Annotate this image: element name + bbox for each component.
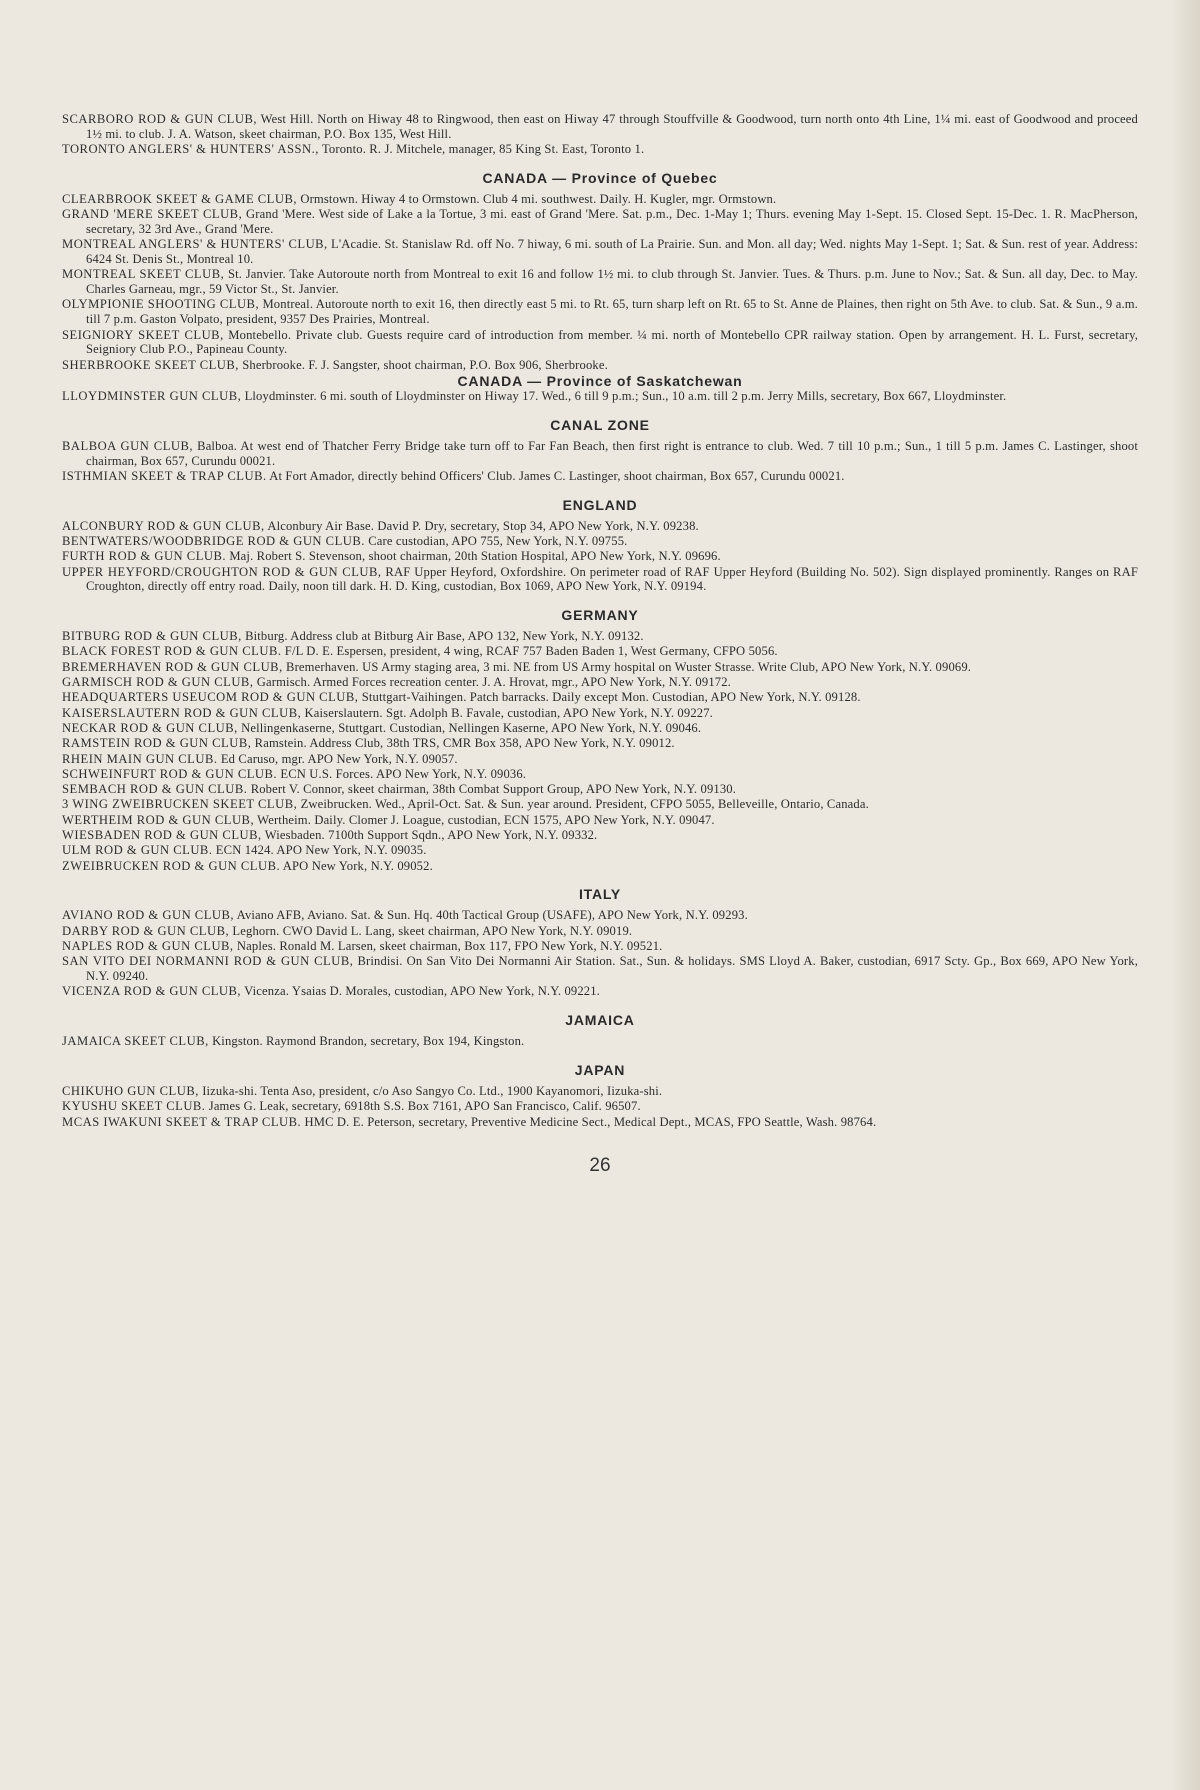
club-name: HEADQUARTERS USEUCOM ROD & GUN CLUB, bbox=[62, 690, 359, 705]
club-entry bbox=[62, 112, 1138, 142]
page-edge-shadow bbox=[1170, 0, 1200, 1790]
club-name: BENTWATERS/WOODBRIDGE ROD & GUN CLUB. bbox=[62, 533, 365, 548]
club-name: CLEARBROOK SKEET & GAME CLUB, bbox=[62, 191, 298, 206]
club-entry bbox=[62, 675, 1138, 690]
club-details: At Fort Amador, directly behind Officers' Club. James C. Lastinger, shoot chairman, Box 657, Curundu 00021. bbox=[266, 468, 845, 483]
club-details: Bremerhaven. US Army staging area, 3 mi. NE from US Army hospital on Wuster Strasse. Write Club, APO New York, N.Y. 09069. bbox=[282, 659, 972, 674]
club-entry bbox=[62, 843, 1138, 858]
club-details: Wertheim. Daily. Clomer J. Loague, custodian, ECN 1575, APO New York, N.Y. 09047. bbox=[254, 812, 715, 827]
club-details: Bitburg. Address club at Bitburg Air Base, APO 132, New York, N.Y. 09132. bbox=[241, 629, 644, 644]
section-heading: ENGLAND bbox=[562, 496, 638, 513]
club-name: NAPLES ROD & GUN CLUB, bbox=[62, 938, 234, 953]
club-name: VICENZA ROD & GUN CLUB, bbox=[62, 984, 242, 999]
club-entry bbox=[62, 629, 1138, 644]
club-details: Ramstein. Address Club, 38th TRS, CMR Box 358, APO New York, N.Y. 09012. bbox=[251, 736, 675, 751]
directory-section bbox=[62, 373, 1138, 404]
club-entry bbox=[62, 1099, 1138, 1114]
section-heading: CANADA — Province of Quebec bbox=[482, 169, 718, 186]
club-name: RHEIN MAIN GUN CLUB. bbox=[62, 751, 218, 766]
club-name: BLACK FOREST ROD & GUN CLUB. bbox=[62, 644, 282, 659]
directory-section bbox=[62, 1062, 1138, 1129]
club-details: Toronto. R. J. Mitchele, manager, 85 King St. East, Toronto 1. bbox=[318, 142, 645, 157]
directory-section bbox=[62, 417, 1138, 484]
club-name: DARBY ROD & GUN CLUB, bbox=[62, 923, 230, 938]
club-entry bbox=[62, 660, 1138, 675]
club-name: SEIGNIORY SKEET CLUB, bbox=[62, 327, 224, 342]
directory-section bbox=[62, 497, 1138, 594]
club-entry bbox=[62, 549, 1138, 564]
club-entry bbox=[62, 237, 1138, 267]
club-name: RAMSTEIN ROD & GUN CLUB, bbox=[62, 736, 252, 751]
section-heading: JAMAICA bbox=[565, 1012, 635, 1029]
club-name: SAN VITO DEI NORMANNI ROD & GUN CLUB, bbox=[62, 954, 354, 969]
club-name: UPPER HEYFORD/CROUGHTON ROD & GUN CLUB, bbox=[62, 564, 382, 579]
club-entry bbox=[62, 908, 1138, 923]
club-details: RAF Upper Heyford, Oxfordshire. On perimeter road of RAF Upper Heyford (Building No. 502). Sign displayed prominently. Ranges on RAF Croughton, directly off entry road. Daily, noon till dark. H. D. King, custodian, Box 1069, APO New York, N.Y. 09194. bbox=[86, 564, 1138, 594]
club-details: F/L D. E. Espersen, president, 4 wing, RCAF 757 Baden Baden 1, West Germany, CFPO 5056. bbox=[281, 644, 778, 659]
club-details: Naples. Ronald M. Larsen, skeet chairman, Box 117, FPO New York, N.Y. 09521. bbox=[233, 938, 663, 953]
directory-section bbox=[62, 607, 1138, 873]
club-entry bbox=[62, 565, 1138, 595]
club-entry bbox=[62, 828, 1138, 843]
club-details: West Hill. North on Hiway 48 to Ringwood, then east on Hiway 47 through Stouffville & Goodwood, turn north onto 4th Line, 1¼ mi. east of Goodwood and proceed 1½ mi. to club. J. A. Watson, skeet chairman, P.O. Box 135, West Hill. bbox=[86, 112, 1138, 141]
club-details: HMC D. E. Peterson, secretary, Preventive Medicine Sect., Medical Dept., MCAS, FPO Seattle, Wash. 98764. bbox=[301, 1114, 877, 1129]
club-entry bbox=[62, 859, 1138, 874]
club-details: Kingston. Raymond Brandon, secretary, Box 194, Kingston. bbox=[208, 1034, 525, 1049]
club-details: L'Acadie. St. Stanislaw Rd. off No. 7 hiway, 6 mi. south of La Prairie. Sun. and Mon. all day; Wed. nights May 1-Sept. 1; Sat. & Sun. rest of year. Address: 6424 St. Denis St., Montreal 10. bbox=[86, 237, 1139, 267]
club-name: KYUSHU SKEET CLUB. bbox=[62, 1099, 206, 1114]
club-details: Iizuka-shi. Tenta Aso, president, c/o Aso Sangyo Co. Ltd., 1900 Kayanomori, Iizuka-shi. bbox=[198, 1083, 663, 1098]
club-name: LLOYDMINSTER GUN CLUB, bbox=[62, 388, 242, 403]
directory-section bbox=[62, 112, 1138, 157]
club-details: Grand 'Mere. West side of Lake a la Tortue, 3 mi. east of Grand 'Mere. Sat. p.m., Dec. 1-May 1; Thurs. evening May 1-Sept. 15. Closed Sept. 15-Dec. 1. R. MacPherson, secretary, 32 3rd Ave., Grand 'Mere. bbox=[86, 207, 1138, 236]
club-name: ZWEIBRUCKEN ROD & GUN CLUB. bbox=[62, 858, 281, 873]
club-details: Balboa. At west end of Thatcher Ferry Bridge take turn off to Far Fan Beach, then first right is entrance to club. Wed. 7 till 10 p.m.; Sun., 1 till 5 p.m. James C. Lastinger, shoot chairman, Box 657, Curundu 00021. bbox=[86, 438, 1138, 468]
club-name: FURTH ROD & GUN CLUB. bbox=[62, 549, 227, 564]
section-heading: CANADA — Province of Saskatchewan bbox=[457, 372, 743, 389]
club-entry bbox=[62, 1115, 1138, 1130]
club-name: BALBOA GUN CLUB, bbox=[62, 438, 194, 453]
club-name: SHERBROOKE SKEET CLUB, bbox=[62, 357, 239, 372]
directory-content bbox=[62, 112, 1138, 1129]
club-details: Vicenza. Ysaias D. Morales, custodian, APO New York, N.Y. 09221. bbox=[241, 984, 600, 999]
directory-section bbox=[62, 886, 1138, 999]
club-details: Nellingenkaserne, Stuttgart. Custodian, Nellingen Kaserne, APO New York, N.Y. 09046. bbox=[237, 720, 702, 735]
section-heading: JAPAN bbox=[574, 1061, 626, 1078]
club-details: ECN 1424. APO New York, N.Y. 09035. bbox=[212, 843, 427, 858]
directory-section bbox=[62, 1012, 1138, 1049]
club-entry bbox=[62, 1034, 1138, 1049]
club-entry bbox=[62, 267, 1138, 297]
club-details: Sherbrooke. F. J. Sangster, shoot chairman, P.O. Box 906, Sherbrooke. bbox=[238, 357, 608, 372]
club-details: Ormstown. Hiway 4 to Ormstown. Club 4 mi. southwest. Daily. H. Kugler, mgr. Ormstown. bbox=[297, 191, 777, 206]
club-details: James G. Leak, secretary, 6918th S.S. Box 7161, APO San Francisco, Calif. 96507. bbox=[205, 1099, 641, 1114]
club-name: AVIANO ROD & GUN CLUB, bbox=[62, 908, 235, 923]
club-details: Ed Caruso, mgr. APO New York, N.Y. 09057. bbox=[217, 751, 458, 766]
directory-section bbox=[62, 170, 1138, 373]
club-details: Wiesbaden. 7100th Support Sqdn., APO New York, N.Y. 09332. bbox=[261, 827, 598, 842]
club-name: SCARBORO ROD & GUN CLUB, bbox=[62, 112, 258, 126]
club-details: Stuttgart-Vaihingen. Patch barracks. Daily except Mon. Custodian, APO New York, N.Y. 09128. bbox=[358, 690, 861, 705]
club-name: MONTREAL SKEET CLUB, bbox=[62, 267, 225, 282]
club-name: WERTHEIM ROD & GUN CLUB, bbox=[62, 812, 255, 827]
club-name: ULM ROD & GUN CLUB. bbox=[62, 843, 213, 858]
club-name: 3 WING ZWEIBRUCKEN SKEET CLUB, bbox=[62, 797, 298, 812]
club-entry bbox=[62, 1084, 1138, 1099]
club-entry bbox=[62, 721, 1138, 736]
club-name: TORONTO ANGLERS' & HUNTERS' ASSN., bbox=[62, 142, 319, 157]
club-name: BITBURG ROD & GUN CLUB, bbox=[62, 629, 242, 644]
club-entry bbox=[62, 142, 1138, 157]
club-details: Brindisi. On San Vito Dei Normanni Air Station. Sat., Sun. & holidays. SMS Lloyd A. Baker, custodian, 6917 Scty. Gp., Box 669, APO New York, N.Y. 09240. bbox=[86, 954, 1138, 984]
club-entry bbox=[62, 297, 1138, 327]
club-name: JAMAICA SKEET CLUB, bbox=[62, 1034, 209, 1049]
club-entry bbox=[62, 389, 1138, 404]
club-name: SEMBACH ROD & GUN CLUB. bbox=[62, 782, 248, 797]
section-heading: ITALY bbox=[578, 886, 622, 903]
section-heading: GERMANY bbox=[561, 607, 639, 624]
club-entry bbox=[62, 984, 1138, 999]
club-details: Montreal. Autoroute north to exit 16, then directly east 5 mi. to Rt. 65, turn sharp left on Rt. 65 to St. Anne de Plaines, then right on 5th Ave. to club. Sat. & Sun., 9 a.m. till 7 p.m. Gaston Volpato, president, 9357 Des Prairies, Montreal. bbox=[86, 297, 1138, 327]
club-details: Zweibrucken. Wed., April-Oct. Sat. & Sun. year around. President, CFPO 5055, Belleveille, Ontario, Canada. bbox=[297, 797, 869, 812]
club-name: BREMERHAVEN ROD & GUN CLUB, bbox=[62, 659, 283, 674]
club-name: SCHWEINFURT ROD & GUN CLUB. bbox=[62, 766, 278, 781]
club-name: KAISERSLAUTERN ROD & GUN CLUB, bbox=[62, 705, 302, 720]
club-entry bbox=[62, 752, 1138, 767]
club-name: NECKAR ROD & GUN CLUB, bbox=[62, 720, 238, 735]
club-entry bbox=[62, 954, 1138, 984]
club-name: MCAS IWAKUNI SKEET & TRAP CLUB. bbox=[62, 1114, 302, 1129]
club-details: ECN U.S. Forces. APO New York, N.Y. 09036. bbox=[277, 766, 527, 781]
club-details: Kaiserslautern. Sgt. Adolph B. Favale, custodian, APO New York, N.Y. 09227. bbox=[301, 705, 713, 720]
section-heading: CANAL ZONE bbox=[550, 416, 650, 433]
club-name: ALCONBURY ROD & GUN CLUB, bbox=[62, 518, 265, 533]
club-name: ISTHMIAN SKEET & TRAP CLUB. bbox=[62, 468, 267, 483]
club-entry bbox=[62, 736, 1138, 751]
club-details: Montebello. Private club. Guests require card of introduction from member. ¼ mi. north of Montebello CPR railway station. Open by arrangement. H. L. Furst, secretary, Seigniory Club P.O., Papineau County. bbox=[86, 327, 1138, 357]
club-details: St. Janvier. Take Autoroute north from Montreal to exit 16 and follow 1½ mi. to club through St. Janvier. Tues. & Thurs. p.m. June to Nov.; Sat. & Sun. all day, Dec. to May. Charles Garneau, mgr., 59 Victor St., St. Janvier. bbox=[86, 267, 1138, 297]
club-details: Robert V. Connor, skeet chairman, 38th Combat Support Group, APO New York, N.Y. 09130. bbox=[247, 782, 737, 797]
club-name: GARMISCH ROD & GUN CLUB, bbox=[62, 675, 254, 690]
club-name: OLYMPIONIE SHOOTING CLUB, bbox=[62, 297, 260, 312]
club-entry bbox=[62, 924, 1138, 939]
club-details: Alconbury Air Base. David P. Dry, secretary, Stop 34, APO New York, N.Y. 09238. bbox=[264, 518, 699, 533]
club-details: Leghorn. CWO David L. Lang, skeet chairman, APO New York, N.Y. 09019. bbox=[229, 923, 633, 938]
club-entry bbox=[62, 797, 1138, 812]
club-entry bbox=[62, 469, 1138, 484]
club-details: Garmisch. Armed Forces recreation center. J. A. Hrovat, mgr., APO New York, N.Y. 09172. bbox=[253, 675, 731, 690]
club-details: Aviano AFB, Aviano. Sat. & Sun. Hq. 40th Tactical Group (USAFE), APO New York, N.Y. 09293. bbox=[234, 908, 748, 923]
club-name: MONTREAL ANGLERS' & HUNTERS' CLUB, bbox=[62, 237, 328, 252]
club-entry bbox=[62, 782, 1138, 797]
club-entry bbox=[62, 939, 1138, 954]
club-entry bbox=[62, 813, 1138, 828]
club-entry bbox=[62, 328, 1138, 358]
club-entry bbox=[62, 534, 1138, 549]
club-entry bbox=[62, 207, 1138, 237]
club-details: Lloydminster. 6 mi. south of Lloydminster on Hiway 17. Wed., 6 till 9 p.m.; Sun., 10 a.m. till 2 p.m. Jerry Mills, secretary, Box 667, Lloydminster. bbox=[241, 388, 1007, 403]
club-details: Maj. Robert S. Stevenson, shoot chairman, 20th Station Hospital, APO New York, N.Y. 09696. bbox=[226, 549, 721, 564]
club-entry bbox=[62, 519, 1138, 534]
club-entry bbox=[62, 690, 1138, 705]
club-entry bbox=[62, 767, 1138, 782]
club-name: CHIKUHO GUN CLUB, bbox=[62, 1083, 199, 1098]
club-entry bbox=[62, 439, 1138, 469]
club-details: APO New York, N.Y. 09052. bbox=[280, 858, 433, 873]
club-entry bbox=[62, 644, 1138, 659]
club-details: Care custodian, APO 755, New York, N.Y. 09755. bbox=[364, 533, 628, 548]
club-name: GRAND 'MERE SKEET CLUB, bbox=[62, 207, 243, 222]
club-entry bbox=[62, 706, 1138, 721]
club-name: WIESBADEN ROD & GUN CLUB, bbox=[62, 827, 262, 842]
club-entry bbox=[62, 192, 1138, 207]
page-number: 26 bbox=[589, 1155, 611, 1177]
club-entry bbox=[62, 358, 1138, 373]
